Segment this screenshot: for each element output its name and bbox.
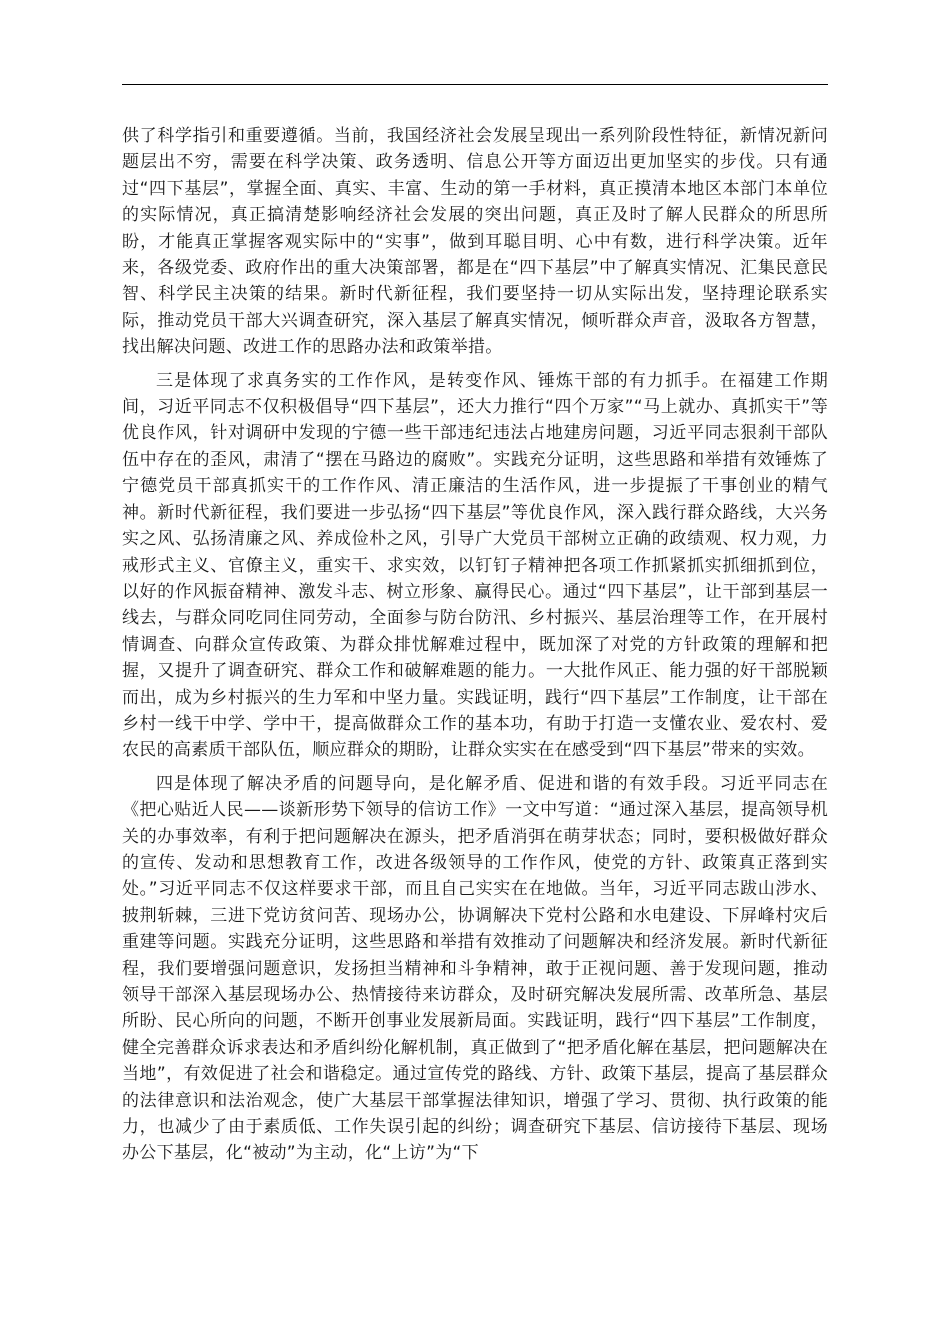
paragraph-point-three: 三是体现了求真务实的工作作风，是转变作风、锤炼干部的有力抓手。在福建工作期间，习近平同志不仅积极倡导“四下基层”，还大力推行“四个万家”“马上就办、真抓实干”等优良作风，针对调研中发现的宁德一些干部违纪违法占地建房问题，习近平同志狠刹干部队伍中存在的歪风，肃清了“摆在马路边的腐败”。实践充分证明，这些思路和举措有效锤炼了宁德党员干部真抓实干的工作作风、清正廉洁的生活作风，进一步提振了干事创业的精气神。新时代新征程，我们要进一步弘扬“四下基层”等优良作风，深入践行群众路线，大兴务实之风、弘扬清廉之风、养成俭朴之风，引导广大党员干部树立正确的政绩观、权力观，力戒形式主义、官僚主义，重实干、求实效，以钉钉子精神把各项工作抓紧抓实抓细抓到位，以好的作风振奋精神、激发斗志、树立形象、赢得民心。通过“四下基层”，让干部到基层一线去，与群众同吃同住同劳动，全面参与防台防汛、乡村振兴、基层治理等工作，在开展村情调查、向群众宣传政策、为群众排忧解难过程中，既加深了对党的方针政策的理解和把握，又提升了调查研究、群众工作和破解难题的能力。一大批作风正、能力强的好干部脱颖而出，成为乡村振兴的生力军和中坚力量。实践证明，践行“四下基层”工作制度，让干部在乡村一线干中学、学中干，提高做群众工作的基本功，有助于打造一支懂农业、爱农村、爱农民的高素质干部队伍，顺应群众的期盼，让群众实实在在感受到“四下基层”带来的实效。 <box>122 370 828 761</box>
document-body <box>122 123 828 1174</box>
paragraph-continuation: 供了科学指引和重要遵循。当前，我国经济社会发展呈现出一系列阶段性特征，新情况新问题层出不穷，需要在科学决策、政务透明、信息公开等方面迈出更加坚实的步伐。只有通过“四下基层”，掌握全面、真实、丰富、生动的第一手材料，真正摸清本地区本部门本单位的实际情况，真正搞清楚影响经济社会发展的突出问题，真正及时了解人民群众的所思所盼，才能真正掌握客观实际中的“实事”，做到耳聪目明、心中有数，进行科学决策。近年来，各级党委、政府作出的重大决策部署，都是在“四下基层”中了解真实情况、汇集民意民智、科学民主决策的结果。新时代新征程，我们要坚持一切从实际出发，坚持理论联系实际，推动党员干部大兴调查研究，深入基层了解真实情况，倾听群众声音，汲取各方智慧，找出解决问题、改进工作的思路办法和政策举措。 <box>122 126 828 358</box>
paragraph-point-four: 四是体现了解决矛盾的问题导向，是化解矛盾、促进和谐的有效手段。习近平同志在《把心贴近人民——谈新形势下领导的信访工作》一文中写道：“通过深入基层，提高领导机关的办事效率，有利于把问题解决在源头，把矛盾消弭在萌芽状态；同时，要积极做好群众的宣传、发动和思想教育工作，改进各级领导的工作作风，使党的方针、政策真正落到实处。”习近平同志不仅这样要求干部，而且自己实实在在地做。当年，习近平同志跋山涉水、披荆斩棘，三进下党访贫问苦、现场办公，协调解决下党村公路和水电建设、下屏峰村灾后重建等问题。实践充分证明，这些思路和举措有效推动了问题解决和经济发展。新时代新征程，我们要增强问题意识，发扬担当精神和斗争精神，敢于正视问题、善于发现问题，推动领导干部深入基层现场办公、热情接待来访群众，及时研究解决发展所需、改革所急、基层所盼、民心所向的问题，不断开创事业发展新局面。实践证明，践行“四下基层”工作制度，健全完善群众诉求表达和矛盾纠纷化解机制，真正做到了“把矛盾化解在基层，把问题解决在当地”，有效促进了社会和谐稳定。通过宣传党的路线、方针、政策下基层，提高了基层群众的法律意识和法治观念，使广大基层干部掌握法律知识，增强了学习、贯彻、执行政策的能力，也减少了由于素质低、工作失误引起的纠纷；调查研究下基层、信访接待下基层、现场办公下基层，化“被动”为主动，化“上访”为“下 <box>122 773 828 1164</box>
header-rule <box>122 84 828 85</box>
